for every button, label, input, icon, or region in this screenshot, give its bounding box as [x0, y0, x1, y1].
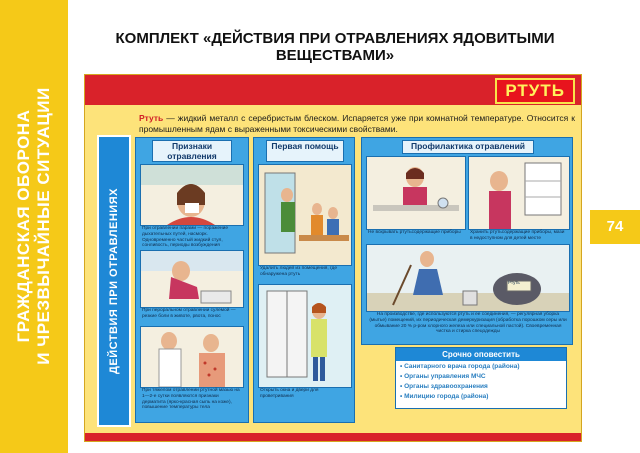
- thermometer-table-illustration: [367, 157, 465, 229]
- title-line2: ВЕЩЕСТВАМИ»: [275, 47, 395, 64]
- signs-caption-2: При пероральном отравлении сулемой — резкие боли в животе, рвота, понос: [142, 308, 236, 319]
- prevention-bag-label: Ртуть: [508, 280, 520, 285]
- cleaning-illustration: [367, 245, 569, 311]
- open-window-illustration: [259, 285, 351, 387]
- prevention-caption-3: На производстве, где используются ртуть и ее соединения, — регулярная уборка (мытье) помещений, их периодическая демеркуризация (обработка порошком серы или обмывание 20 % р-ром хлорного железа или специальной пастой). Своевременная чистка и стирка спецодежды: [369, 312, 567, 335]
- signs-title: Признаки отравления: [152, 140, 232, 162]
- poster-bottom-bar: [85, 433, 581, 441]
- alert-item-text: Милицию города (района): [404, 393, 489, 400]
- alert-item-text: Органы управления МЧС: [404, 373, 486, 380]
- alert-box: [395, 347, 567, 409]
- alert-item-text: Санитарного врача города (района): [404, 363, 520, 370]
- poster-label: РТУТЬ: [495, 78, 575, 104]
- firstaid-caption-1: Удалить людей из помещения, где обнаружена ртуть: [260, 266, 338, 277]
- alert-item: • Санитарного врача города (района): [400, 363, 520, 370]
- signs-caption-3: При тяжелом отравлении ртутной мазью на 1—2-е сутки появляются признаки дерматита (ярко-красная сыпь на коже), повышение температуры тела: [142, 388, 240, 411]
- side-title-line1: ГРАЖДАНСКАЯ ОБОРОНА: [14, 109, 33, 343]
- sneezing-person-illustration: [141, 165, 243, 225]
- evacuation-illustration: [259, 165, 351, 265]
- firstaid-panel: [253, 137, 355, 423]
- alert-item-text: Органы здравоохранения: [404, 383, 488, 390]
- prevention-title: Профилактика отравлений: [402, 140, 534, 154]
- prevention-illustration-2: [468, 156, 570, 230]
- intro-keyword: Ртуть: [139, 113, 164, 123]
- signs-illustration-3: [140, 326, 244, 388]
- prevention-caption-2: Хранить ртутьсодержащие приборы, мази в недоступном для детей месте: [470, 230, 565, 241]
- prevention-illustration-3: [366, 244, 570, 312]
- page-title: [90, 30, 580, 64]
- signs-illustration-2: [140, 250, 244, 308]
- firstaid-illustration-2: [258, 284, 352, 388]
- actions-side-label: [97, 135, 131, 427]
- poster-header-bar: [85, 75, 581, 105]
- firstaid-illustration-1: [258, 164, 352, 266]
- intro-body: — жидкий металл с серебристым блеском. Испаряется уже при комнатной температуре. Относится к промышленным ядам с выраженными токсическими свойствами.: [139, 113, 575, 134]
- alert-item: • Органы управления МЧС: [400, 373, 486, 380]
- actions-side-text: ДЕЙСТВИЯ ПРИ ОТРАВЛЕНИЯХ: [108, 188, 120, 374]
- prevention-panel: [361, 137, 573, 345]
- doctor-and-patient-illustration: [141, 327, 243, 387]
- medicine-cabinet-illustration: [469, 157, 569, 229]
- signs-illustration-1: [140, 164, 244, 226]
- intro-text: [139, 113, 575, 135]
- vomiting-person-illustration: [141, 251, 243, 307]
- title-line1: КОМПЛЕКТ «ДЕЙСТВИЯ ПРИ ОТРАВЛЕНИЯХ ЯДОВИТЫМИ: [115, 30, 555, 47]
- side-title: [14, 87, 54, 364]
- alert-item: • Милицию города (района): [400, 393, 489, 400]
- side-band: [0, 0, 68, 453]
- side-title-line2: И ЧРЕЗВЫЧАЙНЫЕ СИТУАЦИИ: [34, 87, 53, 365]
- alert-item: • Органы здравоохранения: [400, 383, 488, 390]
- signs-caption-1: При отравлении парами — поражение дыхательных путей, насморк. Одновременно частый жидкий стул, сонливость, периоды возбуждения: [142, 226, 228, 249]
- firstaid-title: Первая помощь: [266, 140, 344, 162]
- poster: [84, 74, 582, 442]
- signs-panel: [135, 137, 249, 423]
- page-number: 74: [590, 210, 640, 244]
- prevention-illustration-1: [366, 156, 466, 230]
- alert-title: Срочно оповестить: [396, 348, 566, 361]
- alert-list: [400, 362, 520, 402]
- prevention-caption-1: Не вскрывать ртутьсодержащие приборы: [368, 230, 461, 235]
- firstaid-caption-2: Открыть окна и двери для проветривания: [260, 388, 319, 399]
